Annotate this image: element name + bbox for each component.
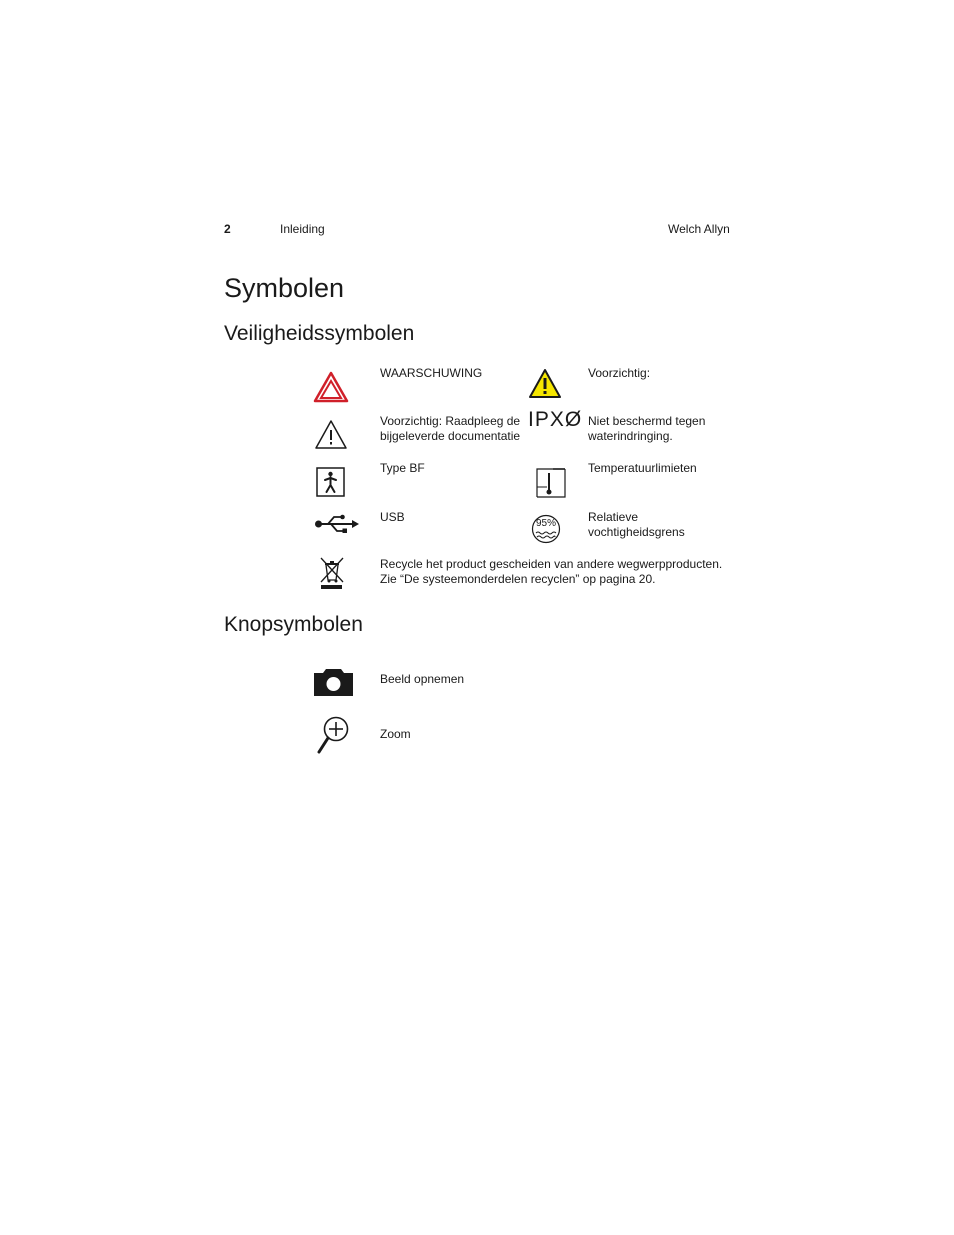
- caution-label: Voorzichtig:: [588, 366, 651, 380]
- ipx-line-2: waterindringing.: [588, 429, 673, 443]
- recycle-line-2: Zie “De systeemonderdelen recyclen” op pagina 20.: [380, 572, 656, 586]
- warning-label: WAARSCHUWING: [380, 366, 483, 380]
- typebf-label: Type BF: [380, 461, 425, 475]
- usb-icon: [314, 514, 360, 534]
- usb-label: USB: [380, 510, 405, 524]
- zoom-label: Zoom: [380, 727, 411, 741]
- consult-line-2: bijgeleverde documentatie: [380, 429, 521, 443]
- weee-bin-icon: [319, 556, 345, 590]
- page-number: 2: [224, 222, 231, 236]
- brand-name: Welch Allyn: [668, 222, 730, 236]
- ipx-text: [588, 414, 705, 444]
- button-symbols-heading: Knopsymbolen: [224, 613, 363, 636]
- humidity-text: [588, 510, 685, 540]
- ipx-line-1: Niet beschermd tegen: [588, 414, 706, 428]
- page-title: Symbolen: [224, 273, 345, 303]
- temperature-limit-icon: [535, 465, 567, 498]
- humidity-line-2: vochtigheidsgrens: [588, 525, 685, 539]
- type-bf-icon: [316, 467, 345, 497]
- section-name: Inleiding: [280, 222, 325, 236]
- safety-symbols-heading: Veiligheidssymbolen: [224, 322, 415, 345]
- humidity-value: 95%: [535, 518, 556, 529]
- consult-line-1: Voorzichtig: Raadpleeg de: [380, 414, 521, 428]
- humidity-limit-icon: [531, 514, 561, 544]
- caution-triangle-yellow-icon: [528, 368, 562, 399]
- recycle-line-1: Recycle het product gescheiden van andere wegwerpproducten.: [380, 557, 723, 571]
- ipx0-icon: IPXØ: [528, 408, 583, 431]
- camera-icon: [313, 668, 354, 697]
- warning-triangle-red-icon: [313, 371, 349, 403]
- recycle-text: [380, 557, 722, 587]
- humidity-line-1: Relatieve: [588, 510, 639, 524]
- zoom-in-icon: [316, 716, 350, 754]
- capture-label: Beeld opnemen: [380, 672, 465, 686]
- temp-label: Temperatuurlimieten: [588, 461, 697, 475]
- consult-text: [380, 414, 520, 444]
- consult-documentation-icon: [314, 419, 348, 450]
